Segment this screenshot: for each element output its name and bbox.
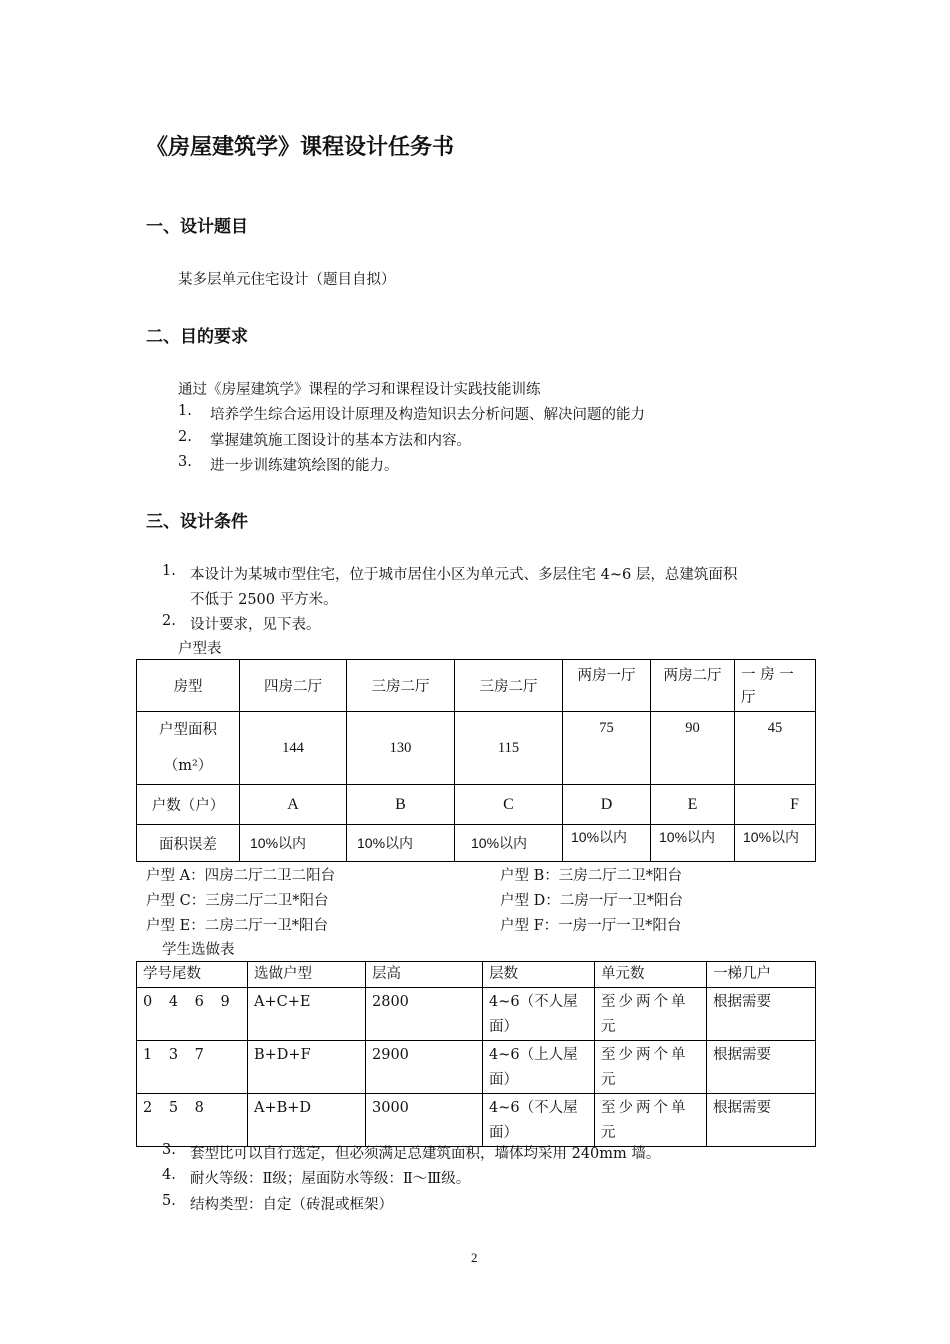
table-cell: 4~6（不人屋面） — [483, 988, 595, 1041]
condition-item-number: 2. — [162, 613, 176, 629]
header-cell: 层数 — [483, 962, 595, 988]
condition-item-line: 不低于 2500 平方米。 — [190, 592, 338, 608]
count-cell: D — [563, 785, 651, 825]
condition-item-text: 结构类型：自定（砖混或框架） — [190, 1197, 393, 1213]
unit-type-legend: 户型 D：二房一厅一卫*阳台 — [500, 893, 683, 909]
condition-item-text: 设计要求，见下表。 — [190, 617, 321, 633]
header-cell: 单元数 — [595, 962, 707, 988]
document-title: 《房屋建筑学》课程设计任务书 — [146, 135, 455, 160]
table2-caption: 学生选做表 — [162, 942, 235, 958]
type-cell — [735, 660, 816, 712]
type-cell-line: 一 房 一 — [741, 667, 794, 683]
table-cell: 根据需要 — [707, 1041, 816, 1094]
count-cell: B — [347, 785, 455, 825]
header-cell: 层高 — [366, 962, 483, 988]
table-cell: 0 4 6 9 — [137, 988, 248, 1041]
table-cell: 2800 — [366, 988, 483, 1041]
condition-item-number: 3. — [162, 1142, 176, 1158]
unit-type-legend: 户型 E：二房二厅一卫*阳台 — [146, 918, 328, 934]
error-cell: 10%以内 — [651, 825, 735, 862]
table-cell: 4~6（不人屋面） — [483, 1094, 595, 1147]
table-cell: 根据需要 — [707, 988, 816, 1041]
objective-item: 培养学生综合运用设计原理及构造知识去分析问题、解决问题的能力 — [210, 407, 645, 423]
table-cell: A+C+E — [248, 988, 366, 1041]
header-cell: 选做户型 — [248, 962, 366, 988]
area-cell: 144 — [240, 712, 347, 785]
table-cell: 至少两个单元 — [595, 988, 707, 1041]
table1-caption: 户型表 — [178, 641, 222, 657]
unit-type-table — [136, 659, 816, 862]
row-label-line: 户型面积 — [159, 722, 217, 738]
error-cell: 10%以内 — [455, 825, 563, 862]
type-cell-line: 厅 — [741, 690, 756, 706]
unit-type-legend: 户型 F：一房一厅一卫*阳台 — [500, 918, 682, 934]
table-cell: A+B+D — [248, 1094, 366, 1147]
table-cell: B+D+F — [248, 1041, 366, 1094]
table-row — [137, 1041, 816, 1094]
section-heading-objectives: 二、目的要求 — [146, 327, 248, 347]
unit-type-legend: 户型 B：三房二厅二卫*阳台 — [500, 868, 683, 884]
condition-item-text: 耐火等级：Ⅱ级；屋面防水等级：Ⅱ～Ⅲ级。 — [190, 1171, 471, 1187]
unit-type-legend: 户型 C：三房二厅二卫*阳台 — [146, 893, 329, 909]
section-heading-design-topic: 一、设计题目 — [146, 217, 248, 237]
count-cell: C — [455, 785, 563, 825]
objective-item: 进一步训练建筑绘图的能力。 — [210, 458, 399, 474]
table-cell: 2 5 8 — [137, 1094, 248, 1147]
condition-item-number: 4. — [162, 1167, 176, 1183]
type-cell: 两房一厅 — [563, 660, 651, 712]
area-cell: 90 — [651, 712, 735, 785]
table-cell: 至少两个单元 — [595, 1041, 707, 1094]
table-row — [137, 988, 816, 1041]
area-cell: 115 — [455, 712, 563, 785]
design-topic-text: 某多层单元住宅设计（题目自拟） — [178, 272, 396, 288]
condition-item-number: 1. — [162, 563, 176, 579]
count-cell: A — [240, 785, 347, 825]
page-number: 2 — [471, 1250, 478, 1265]
error-cell: 10%以内 — [563, 825, 651, 862]
type-cell: 三房二厅 — [455, 660, 563, 712]
unit-type-legend: 户型 A：四房二厅二卫二阳台 — [146, 868, 336, 884]
area-cell: 75 — [563, 712, 651, 785]
row-label: 房型 — [137, 660, 240, 712]
count-cell: F — [735, 785, 816, 825]
error-cell: 10%以内 — [240, 825, 347, 862]
table-cell: 根据需要 — [707, 1094, 816, 1147]
header-cell: 学号尾数 — [137, 962, 248, 988]
error-cell: 10%以内 — [347, 825, 455, 862]
condition-item-line: 本设计为某城市型住宅，位于城市居住小区为单元式、多层住宅 4~6 层，总建筑面积 — [190, 567, 738, 583]
table-cell: 2900 — [366, 1041, 483, 1094]
type-cell: 四房二厅 — [240, 660, 347, 712]
objective-item-number: 3. — [178, 454, 192, 470]
type-cell: 两房二厅 — [651, 660, 735, 712]
objective-item-number: 1. — [178, 403, 192, 419]
error-cell: 10%以内 — [735, 825, 816, 862]
count-cell: E — [651, 785, 735, 825]
type-cell: 三房二厅 — [347, 660, 455, 712]
objective-item: 掌握建筑施工图设计的基本方法和内容。 — [210, 433, 471, 449]
table-cell: 1 3 7 — [137, 1041, 248, 1094]
row-label: 面积误差 — [137, 825, 240, 862]
table-cell: 3000 — [366, 1094, 483, 1147]
section-heading-conditions: 三、设计条件 — [146, 512, 248, 532]
row-label-line: （m²） — [163, 758, 213, 774]
student-selection-table — [136, 961, 816, 1147]
condition-item-text: 套型比可以自行选定，但必须满足总建筑面积，墙体均采用 240mm 墙。 — [190, 1146, 661, 1162]
row-label — [137, 712, 240, 785]
objective-item-number: 2. — [178, 429, 192, 445]
objectives-intro: 通过《房屋建筑学》课程的学习和课程设计实践技能训练 — [178, 382, 541, 398]
area-cell: 130 — [347, 712, 455, 785]
table-cell: 4~6（上人屋面） — [483, 1041, 595, 1094]
table-cell: 至少两个单元 — [595, 1094, 707, 1147]
table-row — [137, 1094, 816, 1147]
header-cell: 一梯几户 — [707, 962, 816, 988]
condition-item-number: 5. — [162, 1193, 176, 1209]
area-cell: 45 — [735, 712, 816, 785]
row-label: 户数（户） — [137, 785, 240, 825]
